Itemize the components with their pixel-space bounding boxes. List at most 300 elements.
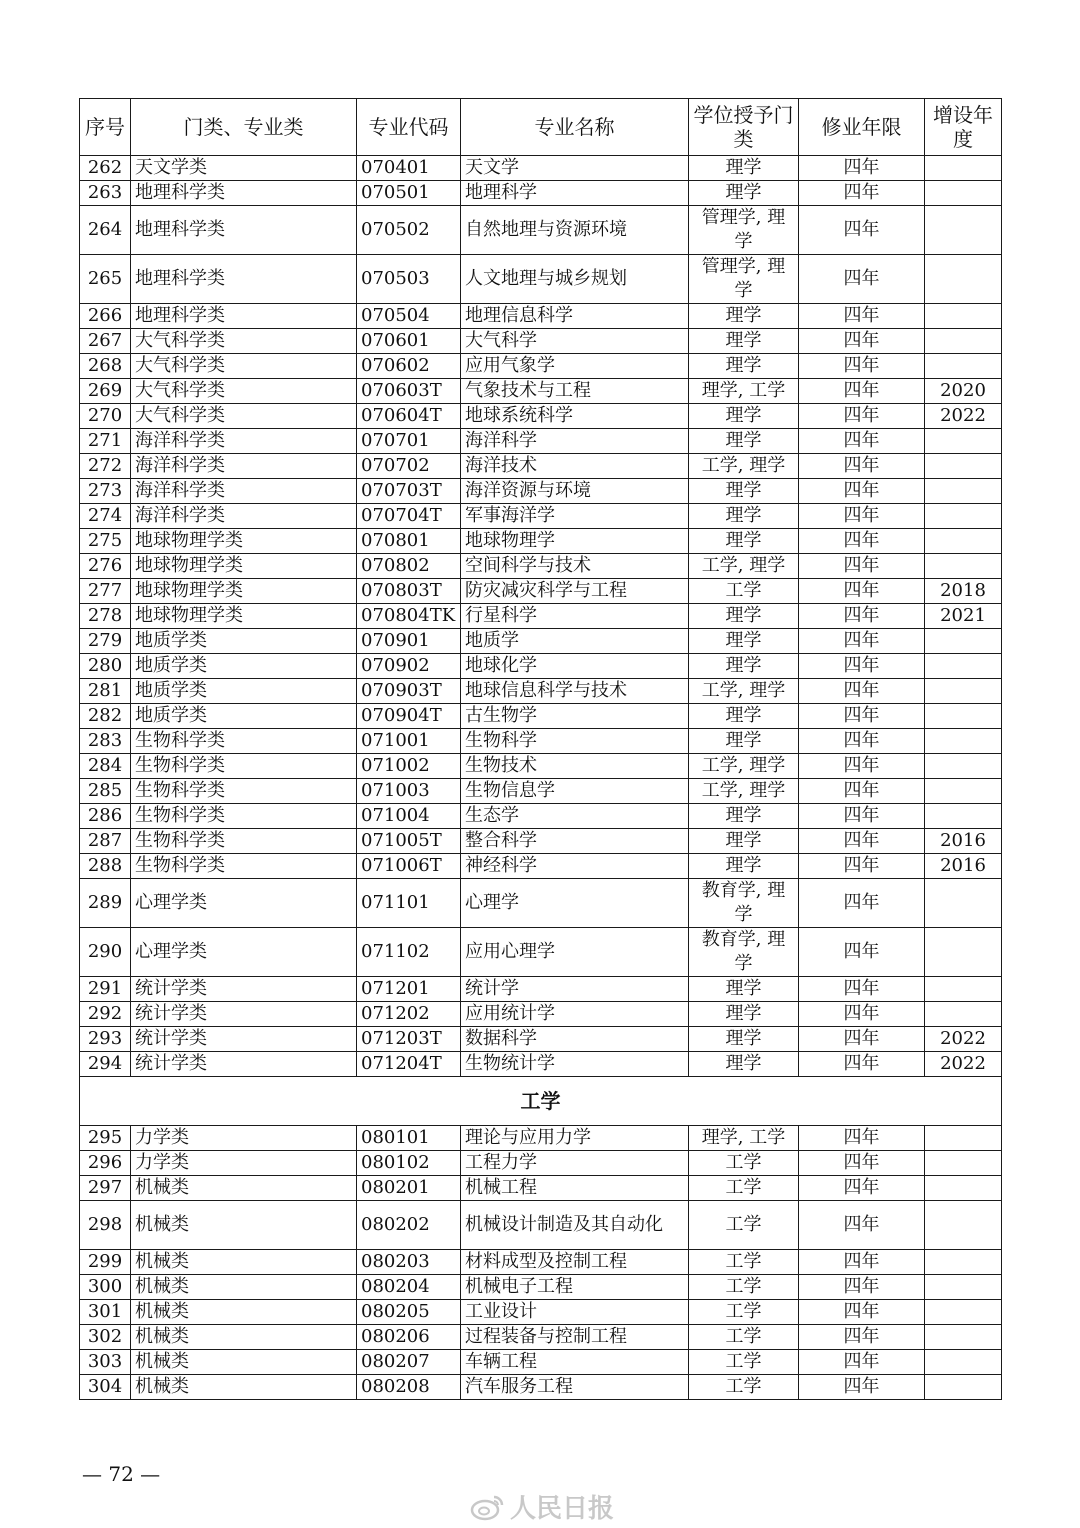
code-cell: 070702	[357, 454, 461, 479]
category-cell: 生物科学类	[131, 754, 357, 779]
years-cell: 四年	[799, 379, 925, 404]
years-cell: 四年	[799, 1027, 925, 1052]
table-row	[80, 181, 1002, 206]
table-body	[80, 156, 1002, 1400]
row-number: 273	[80, 479, 131, 504]
major-name-cell: 地理科学	[461, 181, 689, 206]
table-row	[80, 554, 1002, 579]
added-year-cell	[925, 156, 1002, 181]
major-name-cell: 行星科学	[461, 604, 689, 629]
degree-cell: 理学	[689, 404, 799, 429]
category-cell: 地球物理学类	[131, 529, 357, 554]
code-cell: 071204T	[357, 1052, 461, 1077]
row-number: 292	[80, 1002, 131, 1027]
years-cell: 四年	[799, 1325, 925, 1350]
row-number: 265	[80, 255, 131, 304]
degree-cell: 理学, 工学	[689, 1126, 799, 1151]
major-name-cell: 地理信息科学	[461, 304, 689, 329]
major-name-cell: 整合科学	[461, 829, 689, 854]
major-name-cell: 工业设计	[461, 1300, 689, 1325]
category-cell: 地理科学类	[131, 206, 357, 255]
added-year-cell	[925, 1151, 1002, 1176]
years-cell: 四年	[799, 255, 925, 304]
years-cell: 四年	[799, 156, 925, 181]
major-name-cell: 人文地理与城乡规划	[461, 255, 689, 304]
row-number: 287	[80, 829, 131, 854]
degree-cell: 工学	[689, 1350, 799, 1375]
major-name-cell: 海洋资源与环境	[461, 479, 689, 504]
table-row	[80, 1350, 1002, 1375]
category-cell: 地质学类	[131, 704, 357, 729]
added-year-cell: 2016	[925, 854, 1002, 879]
category-cell: 大气科学类	[131, 329, 357, 354]
row-number: 289	[80, 879, 131, 928]
table-row	[80, 1250, 1002, 1275]
degree-cell: 工学	[689, 1250, 799, 1275]
added-year-cell	[925, 1325, 1002, 1350]
major-name-cell: 应用气象学	[461, 354, 689, 379]
code-cell: 070504	[357, 304, 461, 329]
table-row	[80, 329, 1002, 354]
added-year-cell: 2021	[925, 604, 1002, 629]
table-row	[80, 1027, 1002, 1052]
major-name-cell: 心理学	[461, 879, 689, 928]
header-cell: 学位授予门类	[689, 99, 799, 156]
table-row	[80, 304, 1002, 329]
major-name-cell: 材料成型及控制工程	[461, 1250, 689, 1275]
majors-table	[79, 98, 1002, 1400]
years-cell: 四年	[799, 754, 925, 779]
major-name-cell: 机械设计制造及其自动化	[461, 1201, 689, 1250]
years-cell: 四年	[799, 529, 925, 554]
table-row	[80, 779, 1002, 804]
code-cell: 070801	[357, 529, 461, 554]
degree-cell: 管理学, 理学	[689, 206, 799, 255]
row-number: 267	[80, 329, 131, 354]
code-cell: 070501	[357, 181, 461, 206]
major-name-cell: 古生物学	[461, 704, 689, 729]
code-cell: 070804TK	[357, 604, 461, 629]
code-cell: 071001	[357, 729, 461, 754]
row-number: 262	[80, 156, 131, 181]
row-number: 282	[80, 704, 131, 729]
added-year-cell: 2016	[925, 829, 1002, 854]
major-name-cell: 工程力学	[461, 1151, 689, 1176]
table-row	[80, 354, 1002, 379]
major-name-cell: 气象技术与工程	[461, 379, 689, 404]
major-name-cell: 自然地理与资源环境	[461, 206, 689, 255]
row-number: 291	[80, 977, 131, 1002]
degree-cell: 工学, 理学	[689, 779, 799, 804]
row-number: 277	[80, 579, 131, 604]
degree-cell: 理学	[689, 729, 799, 754]
table-row	[80, 504, 1002, 529]
major-name-cell: 应用心理学	[461, 928, 689, 977]
category-cell: 生物科学类	[131, 804, 357, 829]
degree-cell: 工学, 理学	[689, 679, 799, 704]
code-cell: 071101	[357, 879, 461, 928]
row-number: 299	[80, 1250, 131, 1275]
section-row	[80, 1077, 1002, 1126]
years-cell: 四年	[799, 1002, 925, 1027]
row-number: 264	[80, 206, 131, 255]
code-cell: 070503	[357, 255, 461, 304]
degree-cell: 教育学, 理学	[689, 928, 799, 977]
watermark	[470, 1488, 614, 1525]
years-cell: 四年	[799, 429, 925, 454]
major-name-cell: 大气科学	[461, 329, 689, 354]
years-cell: 四年	[799, 1201, 925, 1250]
years-cell: 四年	[799, 654, 925, 679]
table-row	[80, 1176, 1002, 1201]
degree-cell: 理学	[689, 1052, 799, 1077]
category-cell: 机械类	[131, 1300, 357, 1325]
major-name-cell: 车辆工程	[461, 1350, 689, 1375]
major-name-cell: 生态学	[461, 804, 689, 829]
table-row	[80, 479, 1002, 504]
row-number: 293	[80, 1027, 131, 1052]
row-number: 301	[80, 1300, 131, 1325]
code-cell: 080206	[357, 1325, 461, 1350]
category-cell: 大气科学类	[131, 354, 357, 379]
header-cell: 门类、专业类	[131, 99, 357, 156]
added-year-cell	[925, 1176, 1002, 1201]
years-cell: 四年	[799, 928, 925, 977]
major-name-cell: 海洋科学	[461, 429, 689, 454]
code-cell: 071003	[357, 779, 461, 804]
category-cell: 海洋科学类	[131, 429, 357, 454]
degree-cell: 工学	[689, 1176, 799, 1201]
major-name-cell: 机械工程	[461, 1176, 689, 1201]
category-cell: 统计学类	[131, 977, 357, 1002]
row-number: 268	[80, 354, 131, 379]
category-cell: 地理科学类	[131, 255, 357, 304]
table-row	[80, 579, 1002, 604]
table-row	[80, 1151, 1002, 1176]
row-number: 278	[80, 604, 131, 629]
document-sheet	[79, 98, 1001, 1400]
major-name-cell: 军事海洋学	[461, 504, 689, 529]
code-cell: 071005T	[357, 829, 461, 854]
row-number: 275	[80, 529, 131, 554]
added-year-cell	[925, 977, 1002, 1002]
major-name-cell: 生物科学	[461, 729, 689, 754]
code-cell: 080201	[357, 1176, 461, 1201]
added-year-cell	[925, 454, 1002, 479]
added-year-cell: 2018	[925, 579, 1002, 604]
row-number: 302	[80, 1325, 131, 1350]
years-cell: 四年	[799, 879, 925, 928]
added-year-cell	[925, 1375, 1002, 1400]
category-cell: 海洋科学类	[131, 504, 357, 529]
table-row	[80, 854, 1002, 879]
code-cell: 071004	[357, 804, 461, 829]
code-cell: 080208	[357, 1375, 461, 1400]
category-cell: 大气科学类	[131, 404, 357, 429]
degree-cell: 理学	[689, 354, 799, 379]
added-year-cell: 2022	[925, 1052, 1002, 1077]
table-row	[80, 829, 1002, 854]
table-row	[80, 404, 1002, 429]
section-title: 工学	[80, 1077, 1002, 1126]
degree-cell: 理学	[689, 304, 799, 329]
years-cell: 四年	[799, 206, 925, 255]
major-name-cell: 生物信息学	[461, 779, 689, 804]
code-cell: 080204	[357, 1275, 461, 1300]
code-cell: 080203	[357, 1250, 461, 1275]
degree-cell: 工学, 理学	[689, 554, 799, 579]
table-row	[80, 1300, 1002, 1325]
category-cell: 天文学类	[131, 156, 357, 181]
major-name-cell: 神经科学	[461, 854, 689, 879]
years-cell: 四年	[799, 181, 925, 206]
degree-cell: 理学	[689, 604, 799, 629]
table-row	[80, 977, 1002, 1002]
major-name-cell: 地球信息科学与技术	[461, 679, 689, 704]
table-row	[80, 1052, 1002, 1077]
row-number: 270	[80, 404, 131, 429]
code-cell: 080207	[357, 1350, 461, 1375]
table-row	[80, 604, 1002, 629]
header-cell: 增设年度	[925, 99, 1002, 156]
major-name-cell: 天文学	[461, 156, 689, 181]
degree-cell: 理学	[689, 329, 799, 354]
row-number: 296	[80, 1151, 131, 1176]
code-cell: 070802	[357, 554, 461, 579]
years-cell: 四年	[799, 679, 925, 704]
category-cell: 力学类	[131, 1126, 357, 1151]
years-cell: 四年	[799, 977, 925, 1002]
years-cell: 四年	[799, 604, 925, 629]
added-year-cell	[925, 304, 1002, 329]
added-year-cell	[925, 1002, 1002, 1027]
category-cell: 统计学类	[131, 1027, 357, 1052]
table-row	[80, 879, 1002, 928]
category-cell: 统计学类	[131, 1002, 357, 1027]
added-year-cell	[925, 354, 1002, 379]
years-cell: 四年	[799, 329, 925, 354]
years-cell: 四年	[799, 629, 925, 654]
added-year-cell	[925, 181, 1002, 206]
major-name-cell: 地球系统科学	[461, 404, 689, 429]
table-row	[80, 804, 1002, 829]
header-cell: 修业年限	[799, 99, 925, 156]
major-name-cell: 理论与应用力学	[461, 1126, 689, 1151]
added-year-cell	[925, 729, 1002, 754]
code-cell: 070703T	[357, 479, 461, 504]
code-cell: 070904T	[357, 704, 461, 729]
degree-cell: 理学	[689, 829, 799, 854]
code-cell: 070803T	[357, 579, 461, 604]
years-cell: 四年	[799, 854, 925, 879]
degree-cell: 工学	[689, 1325, 799, 1350]
code-cell: 070502	[357, 206, 461, 255]
added-year-cell	[925, 1250, 1002, 1275]
code-cell: 070902	[357, 654, 461, 679]
code-cell: 071203T	[357, 1027, 461, 1052]
row-number: 304	[80, 1375, 131, 1400]
major-name-cell: 汽车服务工程	[461, 1375, 689, 1400]
added-year-cell	[925, 654, 1002, 679]
row-number: 294	[80, 1052, 131, 1077]
table-row	[80, 454, 1002, 479]
row-number: 286	[80, 804, 131, 829]
row-number: 272	[80, 454, 131, 479]
category-cell: 生物科学类	[131, 729, 357, 754]
category-cell: 机械类	[131, 1250, 357, 1275]
weibo-icon	[470, 1493, 504, 1521]
category-cell: 地球物理学类	[131, 579, 357, 604]
category-cell: 生物科学类	[131, 854, 357, 879]
table-row	[80, 206, 1002, 255]
category-cell: 地球物理学类	[131, 554, 357, 579]
header-cell: 专业代码	[357, 99, 461, 156]
years-cell: 四年	[799, 304, 925, 329]
degree-cell: 理学	[689, 854, 799, 879]
years-cell: 四年	[799, 479, 925, 504]
row-number: 297	[80, 1176, 131, 1201]
category-cell: 地理科学类	[131, 304, 357, 329]
added-year-cell	[925, 1126, 1002, 1151]
degree-cell: 理学	[689, 1002, 799, 1027]
years-cell: 四年	[799, 579, 925, 604]
table-row	[80, 529, 1002, 554]
degree-cell: 工学	[689, 579, 799, 604]
category-cell: 地质学类	[131, 679, 357, 704]
added-year-cell: 2022	[925, 404, 1002, 429]
degree-cell: 理学	[689, 654, 799, 679]
category-cell: 海洋科学类	[131, 454, 357, 479]
table-row	[80, 156, 1002, 181]
years-cell: 四年	[799, 404, 925, 429]
years-cell: 四年	[799, 1375, 925, 1400]
row-number: 281	[80, 679, 131, 704]
degree-cell: 理学	[689, 704, 799, 729]
watermark-text: 人民日报	[510, 1494, 615, 1524]
degree-cell: 工学	[689, 1151, 799, 1176]
added-year-cell	[925, 504, 1002, 529]
row-number: 288	[80, 854, 131, 879]
table-row	[80, 1325, 1002, 1350]
years-cell: 四年	[799, 354, 925, 379]
degree-cell: 理学	[689, 977, 799, 1002]
added-year-cell	[925, 554, 1002, 579]
added-year-cell	[925, 329, 1002, 354]
table-row	[80, 679, 1002, 704]
added-year-cell	[925, 255, 1002, 304]
category-cell: 海洋科学类	[131, 479, 357, 504]
row-number: 263	[80, 181, 131, 206]
table-row	[80, 1275, 1002, 1300]
header-cell: 序号	[80, 99, 131, 156]
row-number: 280	[80, 654, 131, 679]
years-cell: 四年	[799, 1250, 925, 1275]
major-name-cell: 统计学	[461, 977, 689, 1002]
category-cell: 统计学类	[131, 1052, 357, 1077]
table-row	[80, 629, 1002, 654]
code-cell: 070401	[357, 156, 461, 181]
category-cell: 生物科学类	[131, 829, 357, 854]
degree-cell: 理学	[689, 181, 799, 206]
major-name-cell: 地球化学	[461, 654, 689, 679]
major-name-cell: 数据科学	[461, 1027, 689, 1052]
added-year-cell: 2022	[925, 1027, 1002, 1052]
added-year-cell	[925, 879, 1002, 928]
added-year-cell	[925, 479, 1002, 504]
years-cell: 四年	[799, 729, 925, 754]
category-cell: 机械类	[131, 1176, 357, 1201]
code-cell: 070701	[357, 429, 461, 454]
years-cell: 四年	[799, 554, 925, 579]
major-name-cell: 地质学	[461, 629, 689, 654]
row-number: 300	[80, 1275, 131, 1300]
code-cell: 070603T	[357, 379, 461, 404]
years-cell: 四年	[799, 1151, 925, 1176]
added-year-cell	[925, 779, 1002, 804]
table-row	[80, 379, 1002, 404]
table-row	[80, 729, 1002, 754]
added-year-cell	[925, 804, 1002, 829]
added-year-cell	[925, 754, 1002, 779]
degree-cell: 管理学, 理学	[689, 255, 799, 304]
category-cell: 心理学类	[131, 879, 357, 928]
major-name-cell: 应用统计学	[461, 1002, 689, 1027]
degree-cell: 理学	[689, 1027, 799, 1052]
code-cell: 070901	[357, 629, 461, 654]
category-cell: 机械类	[131, 1350, 357, 1375]
years-cell: 四年	[799, 804, 925, 829]
added-year-cell	[925, 629, 1002, 654]
degree-cell: 理学	[689, 479, 799, 504]
major-name-cell: 地球物理学	[461, 529, 689, 554]
code-cell: 080202	[357, 1201, 461, 1250]
degree-cell: 理学	[689, 156, 799, 181]
code-cell: 080102	[357, 1151, 461, 1176]
category-cell: 大气科学类	[131, 379, 357, 404]
table-row	[80, 704, 1002, 729]
table-row	[80, 928, 1002, 977]
code-cell: 070604T	[357, 404, 461, 429]
degree-cell: 理学	[689, 804, 799, 829]
row-number: 271	[80, 429, 131, 454]
table-row	[80, 429, 1002, 454]
years-cell: 四年	[799, 1275, 925, 1300]
added-year-cell	[925, 1300, 1002, 1325]
table-row	[80, 255, 1002, 304]
major-name-cell: 海洋技术	[461, 454, 689, 479]
added-year-cell	[925, 1350, 1002, 1375]
category-cell: 地球物理学类	[131, 604, 357, 629]
major-name-cell: 过程装备与控制工程	[461, 1325, 689, 1350]
major-name-cell: 生物技术	[461, 754, 689, 779]
years-cell: 四年	[799, 454, 925, 479]
category-cell: 机械类	[131, 1325, 357, 1350]
degree-cell: 工学, 理学	[689, 754, 799, 779]
table-row	[80, 1375, 1002, 1400]
code-cell: 071006T	[357, 854, 461, 879]
years-cell: 四年	[799, 829, 925, 854]
category-cell: 机械类	[131, 1375, 357, 1400]
category-cell: 力学类	[131, 1151, 357, 1176]
degree-cell: 理学	[689, 629, 799, 654]
degree-cell: 工学	[689, 1201, 799, 1250]
years-cell: 四年	[799, 704, 925, 729]
table-row	[80, 1126, 1002, 1151]
added-year-cell: 2020	[925, 379, 1002, 404]
code-cell: 071002	[357, 754, 461, 779]
code-cell: 070602	[357, 354, 461, 379]
row-number: 283	[80, 729, 131, 754]
